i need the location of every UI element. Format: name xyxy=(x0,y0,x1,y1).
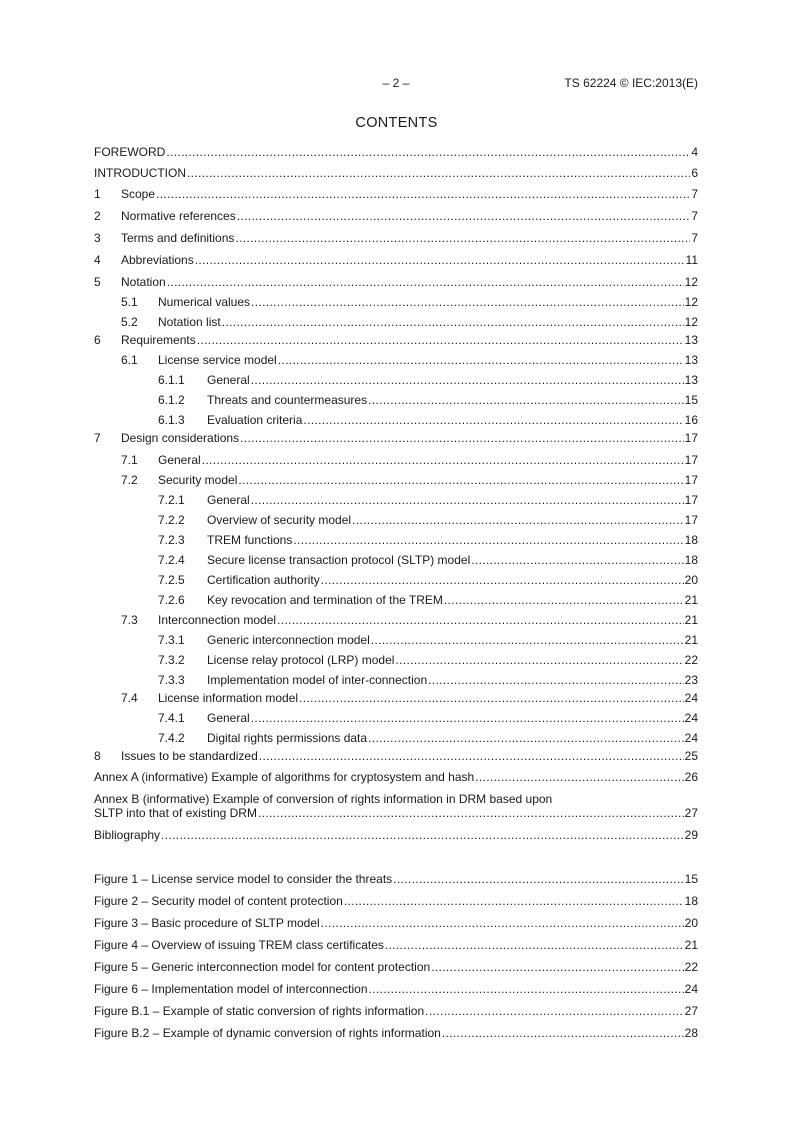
toc-entry-title: Evaluation criteria xyxy=(207,413,303,427)
toc-entry-number: 7.2.5 xyxy=(158,573,185,587)
toc-entry-title: Certification authority xyxy=(207,573,320,587)
toc-entry-page: 12 xyxy=(684,295,698,309)
toc-entry[interactable] xyxy=(94,749,698,763)
toc-entry-title: INTRODUCTION xyxy=(94,166,186,180)
toc-entry-title: Figure 1 – License service model to consider the threats xyxy=(94,872,393,886)
toc-entry-page: 27 xyxy=(684,806,698,820)
toc-entry-number: 7.3 xyxy=(121,613,138,627)
toc-entry[interactable] xyxy=(94,353,698,367)
toc-entry-number: 7.1 xyxy=(121,453,138,467)
toc-entry-page: 17 xyxy=(684,513,698,527)
dot-leader xyxy=(385,938,684,952)
dot-leader xyxy=(471,553,683,567)
toc-entry-number: 6.1 xyxy=(121,353,138,367)
dot-leader xyxy=(344,894,684,908)
toc-entry-page: 24 xyxy=(684,982,698,996)
document-reference: TS 62224 © IEC:2013(E) xyxy=(564,76,698,90)
toc-entry-page: 7 xyxy=(691,209,698,223)
toc-entry-page: 18 xyxy=(684,553,698,567)
table-of-contents xyxy=(94,145,698,1040)
toc-entry-page: 21 xyxy=(684,593,698,607)
toc-entry-title: Interconnection model xyxy=(158,613,277,627)
toc-entry[interactable] xyxy=(94,493,698,507)
toc-entry-title: Figure 5 – Generic interconnection model for content protection xyxy=(94,960,431,974)
dot-leader xyxy=(425,1004,683,1018)
toc-entry-number: 7.2.1 xyxy=(158,493,185,507)
toc-entry-page: 13 xyxy=(684,333,698,347)
toc-entry-title: Key revocation and termination of the TREM xyxy=(207,593,443,607)
toc-entry-title: Normative references xyxy=(121,209,236,223)
toc-entry[interactable] xyxy=(94,209,698,223)
toc-entry-page: 17 xyxy=(684,473,698,487)
dot-leader xyxy=(235,231,690,245)
toc-entry-number: 5.1 xyxy=(121,295,138,309)
toc-entry[interactable] xyxy=(94,145,698,159)
toc-entry-title: General xyxy=(207,373,250,387)
toc-entry-title: License relay protocol (LRP) model xyxy=(207,653,395,667)
toc-entry[interactable] xyxy=(94,613,698,627)
toc-entry-number: 3 xyxy=(94,231,101,245)
toc-entry-title: Threats and countermeasures xyxy=(207,393,368,407)
toc-entry-title: TREM functions xyxy=(207,533,293,547)
toc-entry-page: 18 xyxy=(684,894,698,908)
toc-entry[interactable] xyxy=(94,333,698,347)
toc-entry-page: 12 xyxy=(684,315,698,329)
toc-entry-page: 16 xyxy=(684,413,698,427)
toc-entry-number: 7 xyxy=(94,431,101,445)
toc-entry-title: Notation list xyxy=(158,315,221,329)
toc-entry[interactable] xyxy=(94,533,698,547)
toc-entry-title: Design considerations xyxy=(121,431,240,445)
toc-entry-page: 13 xyxy=(684,373,698,387)
toc-entry-page: 4 xyxy=(691,145,698,159)
dot-leader xyxy=(251,711,684,725)
toc-entry[interactable] xyxy=(94,731,698,745)
toc-entry-page: 22 xyxy=(684,653,698,667)
toc-entry-page: 24 xyxy=(684,691,698,705)
toc-entry-page: 28 xyxy=(684,1026,698,1040)
toc-entry[interactable] xyxy=(94,593,698,607)
toc-entry-number: 6 xyxy=(94,333,101,347)
dot-leader xyxy=(187,166,690,180)
dot-leader xyxy=(431,960,683,974)
toc-entry-number: 6.1.1 xyxy=(158,373,185,387)
toc-entry-title: Figure B.1 – Example of static conversion of rights information xyxy=(94,1004,425,1018)
toc-entry[interactable] xyxy=(94,187,698,201)
dot-leader xyxy=(299,691,684,705)
toc-entry-number: 7.3.1 xyxy=(158,633,185,647)
dot-leader xyxy=(369,982,684,996)
toc-entry-page: 20 xyxy=(684,573,698,587)
dot-leader xyxy=(368,393,684,407)
toc-entry-page: 24 xyxy=(684,731,698,745)
toc-entry-title: Implementation model of inter-connection xyxy=(207,673,428,687)
toc-entry-number: 7.2 xyxy=(121,473,138,487)
dot-leader xyxy=(251,493,684,507)
toc-entry-number: 7.4 xyxy=(121,691,138,705)
toc-entry-page: 20 xyxy=(684,916,698,930)
toc-entry[interactable] xyxy=(94,770,698,784)
toc-entry[interactable] xyxy=(94,938,698,952)
toc-entry-page: 15 xyxy=(684,872,698,886)
toc-entry[interactable] xyxy=(94,673,698,687)
toc-entry-number: 5 xyxy=(94,275,101,289)
toc-entry-title: Numerical values xyxy=(158,295,251,309)
toc-entry-title-continued: SLTP into that of existing DRM xyxy=(94,806,257,820)
dot-leader xyxy=(166,145,690,159)
dot-leader xyxy=(475,770,683,784)
toc-entry[interactable] xyxy=(94,473,698,487)
toc-entry[interactable] xyxy=(94,872,698,886)
dot-leader xyxy=(240,431,684,445)
dot-leader xyxy=(277,613,684,627)
toc-entry[interactable] xyxy=(94,894,698,908)
toc-entry-page: 23 xyxy=(684,673,698,687)
toc-entry-page: 17 xyxy=(684,453,698,467)
toc-entry-title: Security model xyxy=(158,473,238,487)
toc-entry-number: 4 xyxy=(94,253,101,267)
dot-leader xyxy=(321,573,684,587)
toc-entry-page: 22 xyxy=(684,960,698,974)
toc-entry[interactable] xyxy=(94,982,698,996)
toc-entry-number: 7.3.3 xyxy=(158,673,185,687)
toc-entry-number: 1 xyxy=(94,187,101,201)
toc-entry-number: 8 xyxy=(94,749,101,763)
toc-entry-title: Figure 6 – Implementation model of interconnection xyxy=(94,982,368,996)
toc-entry-number: 7.4.2 xyxy=(158,731,185,745)
toc-entry[interactable] xyxy=(94,960,698,974)
toc-entry-page: 21 xyxy=(684,938,698,952)
toc-entry[interactable] xyxy=(94,792,698,820)
toc-entry-title: License service model xyxy=(158,353,277,367)
toc-entry[interactable] xyxy=(94,453,698,467)
toc-entry-title: Terms and definitions xyxy=(121,231,235,245)
toc-entry-page: 15 xyxy=(684,393,698,407)
toc-entry-title: Figure 4 – Overview of issuing TREM class certificates xyxy=(94,938,384,952)
toc-entry-title: Secure license transaction protocol (SLTP) model xyxy=(207,553,471,567)
toc-entry-page: 18 xyxy=(684,533,698,547)
toc-entry[interactable] xyxy=(94,633,698,647)
toc-entry-title: Generic interconnection model xyxy=(207,633,370,647)
toc-entry-page: 6 xyxy=(691,166,698,180)
toc-entry-title: Abbreviations xyxy=(121,253,194,267)
toc-entry-number: 2 xyxy=(94,209,101,223)
toc-entry[interactable] xyxy=(94,253,698,267)
toc-entry-page: 21 xyxy=(684,613,698,627)
toc-entry[interactable] xyxy=(94,295,698,309)
dot-leader xyxy=(444,593,684,607)
toc-entry[interactable] xyxy=(94,393,698,407)
toc-entry[interactable] xyxy=(94,413,698,427)
dot-leader xyxy=(259,749,684,763)
toc-entry-number: 7.4.1 xyxy=(158,711,185,725)
dot-leader xyxy=(395,653,683,667)
toc-entry[interactable] xyxy=(94,231,698,245)
toc-entry[interactable] xyxy=(94,1026,698,1040)
toc-entry-page: 7 xyxy=(691,231,698,245)
toc-entry-page: 7 xyxy=(691,187,698,201)
toc-entry[interactable] xyxy=(94,553,698,567)
toc-entry-page: 13 xyxy=(684,353,698,367)
toc-entry-title: Overview of security model xyxy=(207,513,352,527)
toc-entry-page: 25 xyxy=(684,749,698,763)
toc-entry[interactable] xyxy=(94,166,698,180)
toc-entry-title: Annex A (informative) Example of algorithms for cryptosystem and hash xyxy=(94,770,475,784)
dot-leader xyxy=(251,295,684,309)
toc-entry-number: 7.2.2 xyxy=(158,513,185,527)
dot-leader xyxy=(156,187,690,201)
toc-entry-title: General xyxy=(207,493,250,507)
toc-entry-number: 6.1.2 xyxy=(158,393,185,407)
toc-entry-number: 7.2.3 xyxy=(158,533,185,547)
dot-leader xyxy=(442,1026,684,1040)
contents-title: CONTENTS xyxy=(355,115,438,131)
toc-entry-page: 12 xyxy=(684,275,698,289)
toc-entry[interactable] xyxy=(94,315,698,329)
dot-leader xyxy=(303,413,683,427)
toc-entry-title: License information model xyxy=(158,691,299,705)
toc-entry-page: 11 xyxy=(685,253,698,267)
toc-entry[interactable] xyxy=(94,275,698,289)
dot-leader xyxy=(197,333,684,347)
toc-entry-number: 7.3.2 xyxy=(158,653,185,667)
toc-entry-title: Bibliography xyxy=(94,828,161,842)
dot-leader xyxy=(237,209,691,223)
toc-entry-page: 17 xyxy=(684,493,698,507)
toc-entry-page: 17 xyxy=(684,431,698,445)
dot-leader xyxy=(258,806,684,820)
dot-leader xyxy=(167,275,684,289)
dot-leader xyxy=(202,453,684,467)
toc-entry-number: 6.1.3 xyxy=(158,413,185,427)
toc-entry-title: General xyxy=(158,453,201,467)
page-header xyxy=(94,76,698,92)
toc-entry-number: 7.2.4 xyxy=(158,553,185,567)
toc-entry-title: Notation xyxy=(121,275,166,289)
toc-entry[interactable] xyxy=(94,916,698,930)
toc-entry-page: 26 xyxy=(684,770,698,784)
dot-leader xyxy=(293,533,683,547)
dot-leader xyxy=(222,315,684,329)
toc-entry-page: 21 xyxy=(684,633,698,647)
toc-entry-title: Annex B (informative) Example of conversion of rights information in DRM based upon xyxy=(94,792,553,806)
toc-entry-title: General xyxy=(207,711,250,725)
dot-leader xyxy=(368,731,684,745)
toc-entry-title: Figure B.2 – Example of dynamic conversion of rights information xyxy=(94,1026,441,1040)
toc-entry-title: Figure 2 – Security model of content protection xyxy=(94,894,343,908)
toc-entry-page: 24 xyxy=(684,711,698,725)
toc-entry[interactable] xyxy=(94,573,698,587)
toc-entry-title: Issues to be standardized xyxy=(121,749,258,763)
toc-entry[interactable] xyxy=(94,1004,698,1018)
toc-entry[interactable] xyxy=(94,431,698,445)
toc-entry-title: Requirements xyxy=(121,333,196,347)
dot-leader xyxy=(352,513,684,527)
toc-entry[interactable] xyxy=(94,513,698,527)
dot-leader xyxy=(251,373,684,387)
toc-entry[interactable] xyxy=(94,653,698,667)
page-number: – 2 – xyxy=(382,76,410,90)
toc-entry[interactable] xyxy=(94,373,698,387)
toc-entry[interactable] xyxy=(94,691,698,705)
toc-entry-page: 29 xyxy=(684,828,698,842)
dot-leader xyxy=(371,633,684,647)
toc-entry-page: 27 xyxy=(684,1004,698,1018)
toc-entry-title: Scope xyxy=(121,187,156,201)
dot-leader xyxy=(238,473,683,487)
toc-entry[interactable] xyxy=(94,828,698,842)
toc-entry-number: 5.2 xyxy=(121,315,138,329)
toc-entry-title: Figure 3 – Basic procedure of SLTP model xyxy=(94,916,320,930)
dot-leader xyxy=(321,916,684,930)
dot-leader xyxy=(393,872,683,886)
toc-entry-title: Digital rights permissions data xyxy=(207,731,368,745)
dot-leader xyxy=(278,353,684,367)
toc-entry-title: FOREWORD xyxy=(94,145,166,159)
dot-leader xyxy=(428,673,684,687)
dot-leader xyxy=(161,828,684,842)
toc-entry-number: 7.2.6 xyxy=(158,593,185,607)
toc-entry[interactable] xyxy=(94,711,698,725)
dot-leader xyxy=(195,253,685,267)
